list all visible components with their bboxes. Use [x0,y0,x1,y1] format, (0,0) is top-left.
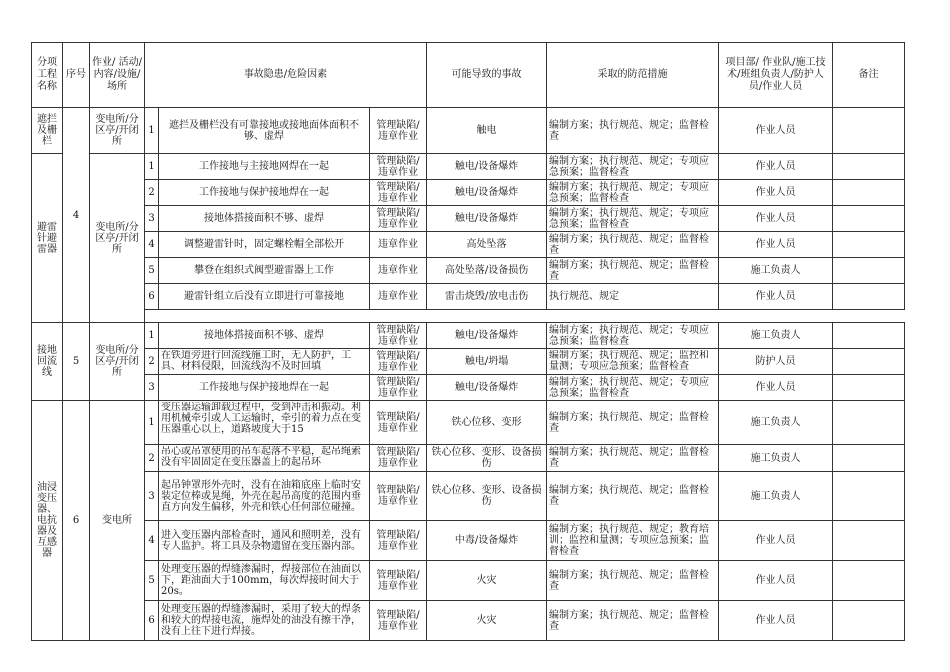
accident-text: 火灾 [427,601,547,641]
hazard-risk-table [31,42,905,641]
accident-text: 铁心位移、变形、设备损伤 [427,472,547,521]
hazard-type: 管理缺陷/违章作业 [370,375,427,401]
header-seq: 序号 [63,43,90,108]
category-transformer: 油浸变压器、电抗器及互感器 [32,401,63,641]
responsible-text: 施工负责人 [719,323,833,349]
measure-text-clip: 编制方案；执行规范、规定；监控和量测；专项应急预案；监督检查 [549,350,710,372]
hazard-text [159,349,370,375]
row-number: 2 [145,445,159,472]
hazard-text: 攀登在组织式阀型避雷器上工作 [159,258,370,284]
hazard-type: 违章作业 [370,258,427,284]
row-number: 6 [145,601,159,641]
place-cell: 变电所/分区亭/开闭所 [90,323,145,401]
table-row [32,601,905,641]
table-row [32,401,905,445]
remark-cell [833,154,905,180]
remark-cell [833,284,905,310]
responsible-text: 作业人员 [719,375,833,401]
accident-text: 触电/设备爆炸 [427,206,547,232]
hazard-type: 管理缺陷/违章作业 [370,472,427,521]
row-number: 3 [145,472,159,521]
seq-cell: 5 [63,323,90,401]
hazard-type: 管理缺陷/违章作业 [370,108,427,154]
responsible-text: 作业人员 [719,232,833,258]
responsible-text: 施工负责人 [719,258,833,284]
hazard-text: 工作接地与保护接地焊在一起 [159,375,370,401]
remark-cell [833,232,905,258]
measure-text: 编制方案；执行规范、规定；监督检查 [547,258,719,284]
table-row [32,180,905,206]
table-row [32,206,905,232]
measure-text: 编制方案；执行规范、规定；专项应急预案；监督检查 [547,206,719,232]
remark-cell [833,349,905,375]
table-row [32,232,905,258]
measure-text: 编制方案；执行规范、规定；监督检查 [547,601,719,641]
header-activity: 作业/ 活动/ 内容/设施/场所 [90,43,145,108]
seq-cell: 4 [63,108,90,323]
remark-cell [833,472,905,521]
remark-cell [833,180,905,206]
accident-text: 中毒/设备爆炸 [427,521,547,561]
hazard-type: 违章作业 [370,232,427,258]
accident-text: 雷击烧毁/放电击伤 [427,284,547,310]
row-number: 2 [145,349,159,375]
measure-text: 编制方案；执行规范、规定；监督检查 [547,108,719,154]
hazard-text-clip: 在铁道旁进行回流线施工时，无人防护，工具、材料侵限，回流线沟不及时回填 [161,350,351,372]
hazard-text-clip: 吊心或吊罩使用的吊车起落不平稳，起吊绳索没有牢固固定在变压器盖上的起吊环 [161,446,361,468]
hazard-text: 进入变压器内部检查时，通风和照明差，没有专人监护。将工具及杂物遗留在变压器内部。 [159,521,370,561]
seq-cell: 6 [63,401,90,641]
accident-text: 触电/设备爆炸 [427,323,547,349]
responsible-text: 防护人员 [719,349,833,375]
hazard-type: 管理缺陷/违章作业 [370,349,427,375]
accident-text: 火灾 [427,561,547,601]
accident-text: 触电/设备爆炸 [427,375,547,401]
place-cell: 变电所/分区亭/开闭所 [90,108,145,154]
remark-cell [833,323,905,349]
measure-text: 编制方案；执行规范、规定；监督检查 [547,445,719,472]
hazard-type: 管理缺陷/违章作业 [370,521,427,561]
table-row [32,258,905,284]
category-ground: 接地回流线 [32,323,63,401]
remark-cell [833,375,905,401]
table-row [32,108,905,154]
table-row [32,154,905,180]
responsible-text: 作业人员 [719,108,833,154]
accident-text: 触电/设备爆炸 [427,154,547,180]
row-number: 3 [145,375,159,401]
accident-text: 触电/坍塌 [427,349,547,375]
measure-text: 执行规范、规定 [547,284,719,310]
measure-text [547,349,719,375]
responsible-text: 作业人员 [719,561,833,601]
table-row [32,349,905,375]
table-row [32,284,905,310]
hazard-type: 违章作业 [370,284,427,310]
hazard-type: 管理缺陷/违章作业 [370,180,427,206]
row-number: 1 [145,108,159,154]
responsible-text: 作业人员 [719,206,833,232]
measure-text: 编制方案；执行规范、规定；监督检查 [547,401,719,445]
measure-text: 编制方案；执行规范、规定；专项应急预案；监督检查 [547,323,719,349]
row-number: 5 [145,258,159,284]
header-responsible: 项目部/ 作业队/施工技术/班组负责人/防护人员/作业人员 [719,43,833,108]
hazard-text: 工作接地与主接地网焊在一起 [159,154,370,180]
responsible-text: 作业人员 [719,154,833,180]
table-row [32,521,905,561]
remark-cell [833,401,905,445]
measure-text: 编制方案；执行规范、规定；专项应急预案；监督检查 [547,375,719,401]
responsible-text: 作业人员 [719,521,833,561]
header-remark: 备注 [833,43,905,108]
measure-text: 编制方案；执行规范、规定；监督检查 [547,232,719,258]
header-row [32,43,905,108]
table-row [32,310,905,323]
hazard-text: 工作接地与保护接地焊在一起 [159,180,370,206]
table-row [32,375,905,401]
hazard-type: 管理缺陷/违章作业 [370,601,427,641]
hazard-text: 接地体搭接面积不够、虚焊 [159,323,370,349]
place-cell: 变电所/分区亭/开闭所 [90,154,145,323]
row-number: 5 [145,561,159,601]
accident-text: 铁心位移、变形 [427,401,547,445]
header-measures: 采取的防范措施 [547,43,719,108]
row-number: 2 [145,180,159,206]
hazard-type: 管理缺陷/违章作业 [370,154,427,180]
measure-text: 编制方案；执行规范、规定；专项应急预案；监督检查 [547,154,719,180]
remark-cell [833,206,905,232]
hazard-type: 管理缺陷/违章作业 [370,445,427,472]
row-number: 1 [145,323,159,349]
responsible-text: 作业人员 [719,180,833,206]
accident-text: 触电 [427,108,547,154]
responsible-text: 施工负责人 [719,472,833,521]
hazard-text [159,445,370,472]
table-row [32,472,905,521]
hazard-text-clip: 变压器运输卸载过程中，受到冲击和振动。利用机械牵引或人工运输时，牵引的着力点在变压器重心以上，道路坡度大于15 [161,402,361,435]
hazard-text: 避雷针组立后没有立即进行可靠接地 [159,284,370,310]
hazard-type: 管理缺陷/违章作业 [370,323,427,349]
hazard-text: 起吊钟罩形外壳时，没有在油箱底座上临时安装定位棒或晃绳，外壳在起吊高度的范围内垂直方向发生偏移，外壳和铁心任何部位碰撞。 [159,472,370,521]
row-number: 1 [145,154,159,180]
hazard-type: 管理缺陷/违章作业 [370,401,427,445]
remark-cell [833,601,905,641]
accident-text: 铁心位移、变形、设备损伤 [427,445,547,472]
hazard-type: 管理缺陷/违章作业 [370,206,427,232]
row-number: 6 [145,284,159,310]
table-row [32,323,905,349]
remark-cell [833,561,905,601]
row-number: 3 [145,206,159,232]
accident-text: 高处坠落/设备损伤 [427,258,547,284]
hazard-text [159,401,370,445]
table-row [32,561,905,601]
accident-text: 触电/设备爆炸 [427,180,547,206]
responsible-text: 作业人员 [719,601,833,641]
table-row [32,445,905,472]
measure-text: 编制方案；执行规范、规定；教育培训；监控和量测；专项应急预案；监督检查 [547,521,719,561]
row-number: 1 [145,401,159,445]
header-category: 分项工程名称 [32,43,63,108]
remark-cell [833,258,905,284]
responsible-text: 施工负责人 [719,445,833,472]
remark-cell [833,445,905,472]
accident-text: 高处坠落 [427,232,547,258]
hazard-text: 接地体搭接面积不够、虚焊 [159,206,370,232]
place-cell: 变电所 [90,401,145,641]
remark-cell [833,108,905,154]
hazard-text: 遮拦及栅栏没有可靠接地或接地面体面积不够、虚焊 [159,108,370,154]
hazard-text: 处理变压器的焊缝渗漏时，焊接部位在油面以下，距油面大于100mm，每次焊接时间大于20s。 [159,561,370,601]
category-fence: 遮拦及栅栏 [32,108,63,154]
hazard-text: 调整避雷针时，固定螺栓帽全部松开 [159,232,370,258]
risk-table-page [31,42,905,641]
measure-text: 编制方案；执行规范、规定；专项应急预案；监督检查 [547,180,719,206]
row-number: 4 [145,232,159,258]
row-number: 4 [145,521,159,561]
hazard-text: 处理变压器的焊缝渗漏时，采用了较大的焊条和较大的焊接电流，施焊处的油没有擦干净，没有上往下进行焊接。 [159,601,370,641]
measure-text: 编制方案；执行规范、规定；监督检查 [547,561,719,601]
responsible-text: 施工负责人 [719,401,833,445]
category-lightning: 避雷针避雷器 [32,154,63,323]
header-hazard: 事故隐患/危险因素 [145,43,427,108]
measure-text: 编制方案；执行规范、规定；监督检查 [547,472,719,521]
responsible-text: 作业人员 [719,284,833,310]
hazard-type: 管理缺陷/违章作业 [370,561,427,601]
remark-cell [833,521,905,561]
header-accident: 可能导致的事故 [427,43,547,108]
